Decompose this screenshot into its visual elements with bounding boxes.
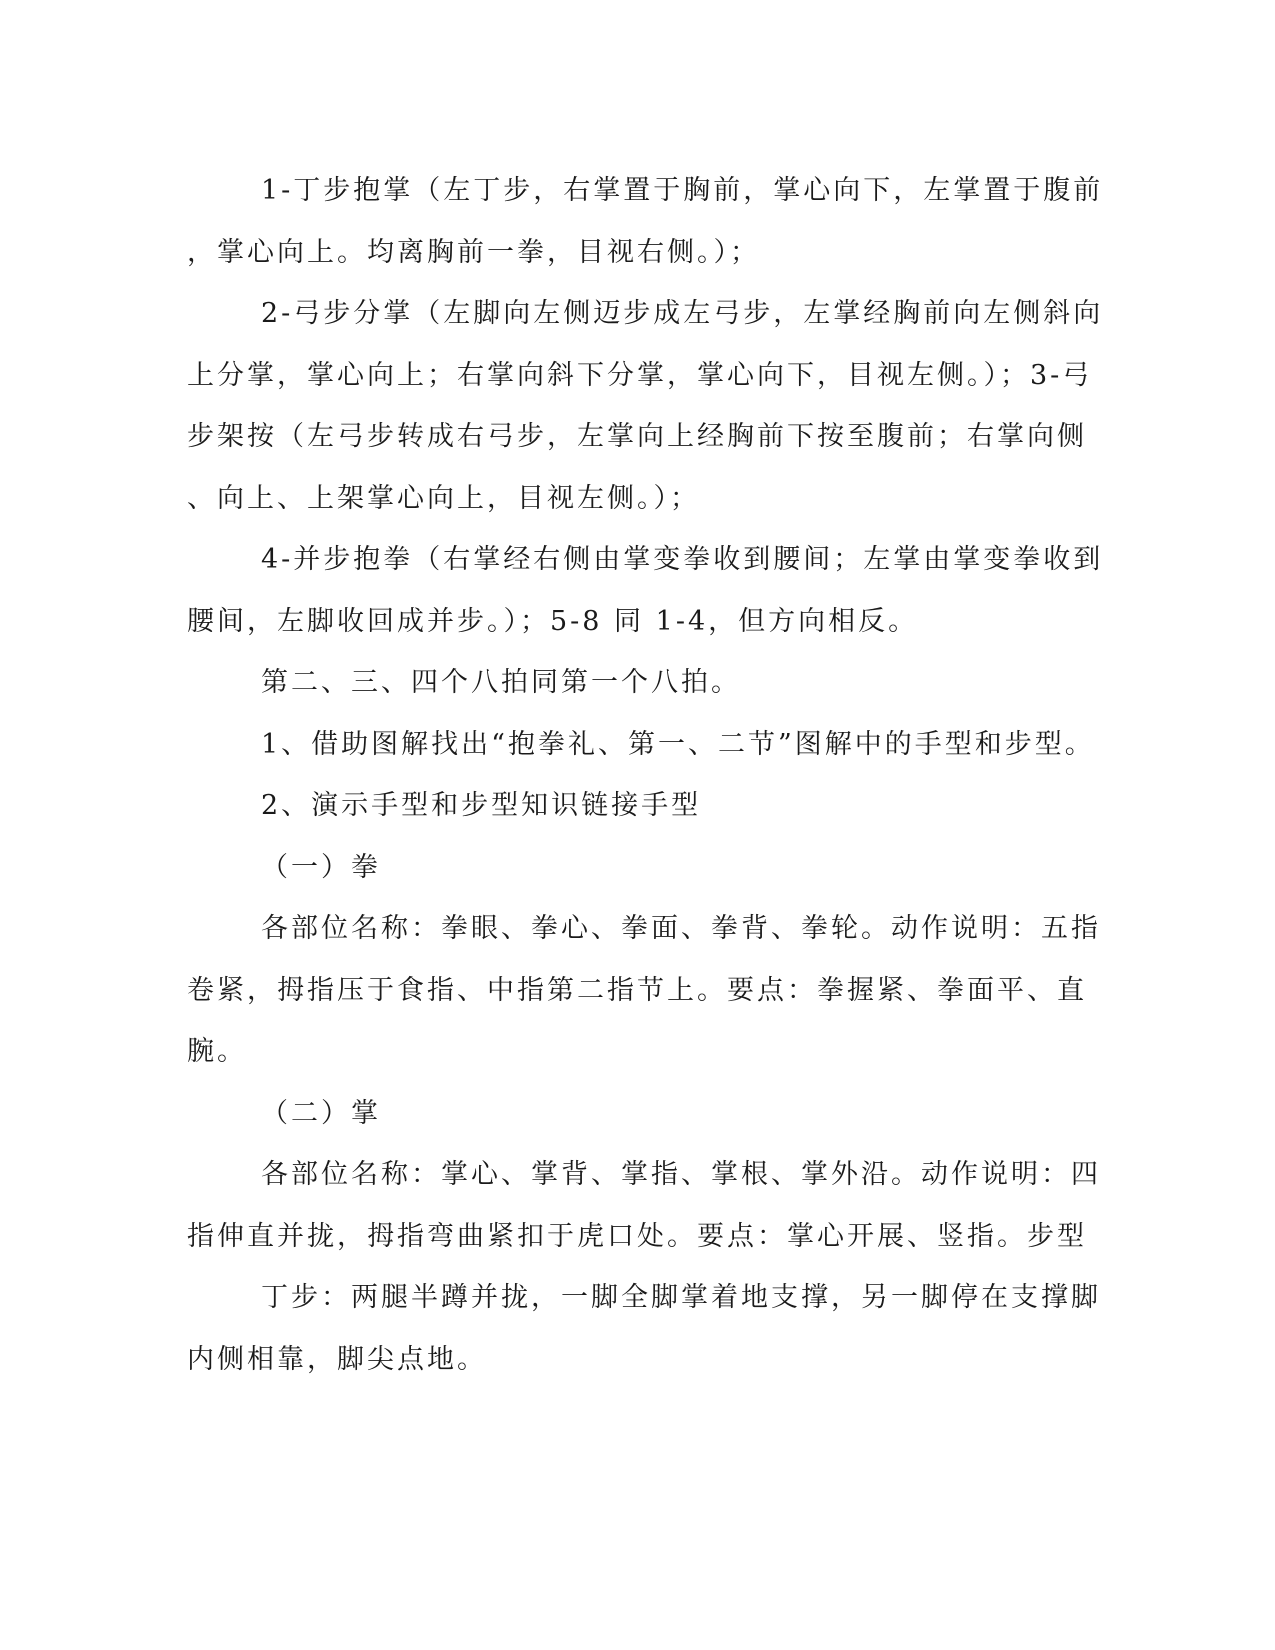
paragraph-eight-beats [187, 652, 1075, 714]
paragraph-gong-bu-fen-zhang [187, 283, 1104, 529]
paragraph-ding-bu-bao-zhang [187, 160, 1104, 283]
text-line: 内侧相靠，脚尖点地。 [187, 1343, 487, 1375]
text-line: 步架按（左弓步转成右弓步，左掌向上经胸前下按至腹前；右掌向侧 [187, 421, 1087, 452]
text-line: 1、借助图解找出“抱拳礼、第一、二节”图解中的手型和步型。 [261, 728, 1095, 760]
text-line: 各部位名称：拳眼、拳心、拳面、拳背、拳轮。动作说明：五指 [261, 913, 1101, 944]
text-line: 腰间，左脚收回成并步。）；5-8 同 1-4，但方向相反。 [187, 605, 919, 637]
text-line: 丁步：两腿半蹲并拢，一脚全脚掌着地支撑，另一脚停在支撑脚 [261, 1282, 1101, 1313]
paragraph-fist-description [187, 898, 1101, 1083]
text-line: 各部位名称：掌心、掌背、掌指、掌根、掌外沿。动作说明：四 [261, 1159, 1101, 1190]
text-line: 2、演示手型和步型知识链接手型 [261, 790, 702, 821]
text-line: 4-并步抱拳（右掌经右侧由掌变拳收到腰间；左掌由掌变拳收到 [261, 544, 1104, 575]
paragraph-bing-bu-bao-quan [187, 529, 1104, 652]
text-line: ，掌心向上。均离胸前一拳，目视右侧。）； [187, 236, 760, 268]
text-line: 腕。 [187, 1036, 247, 1067]
text-line: 卷紧，拇指压于食指、中指第二指节上。要点：拳握紧、拳面平、直 [187, 974, 1087, 1006]
text-line: 第二、三、四个八拍同第一个八拍。 [261, 667, 741, 698]
text-line: （一）拳 [261, 851, 381, 883]
text-line: 2-弓步分掌（左脚向左侧迈步成左弓步，左掌经胸前向左侧斜向 [261, 298, 1104, 329]
paragraph-task-2 [187, 775, 1075, 837]
paragraph-task-1 [187, 714, 1095, 776]
text-line: （二）掌 [261, 1097, 381, 1129]
section-heading-palm [187, 1083, 1075, 1145]
text-line: 指伸直并拢，拇指弯曲紧扣于虎口处。要点：掌心开展、竖指。步型 [187, 1220, 1087, 1252]
text-line: 、向上、上架掌心向上，目视左侧。）； [187, 482, 700, 514]
paragraph-palm-description [187, 1144, 1101, 1267]
paragraph-ding-bu-stance [187, 1267, 1101, 1390]
text-line: 上分掌，掌心向上；右掌向斜下分掌，掌心向下，目视左侧。）；3-弓 [187, 359, 1093, 391]
text-line: 1-丁步抱掌（左丁步，右掌置于胸前，掌心向下，左掌置于腹前 [261, 175, 1104, 206]
body-text [187, 160, 1104, 1390]
section-heading-fist [187, 837, 1075, 899]
